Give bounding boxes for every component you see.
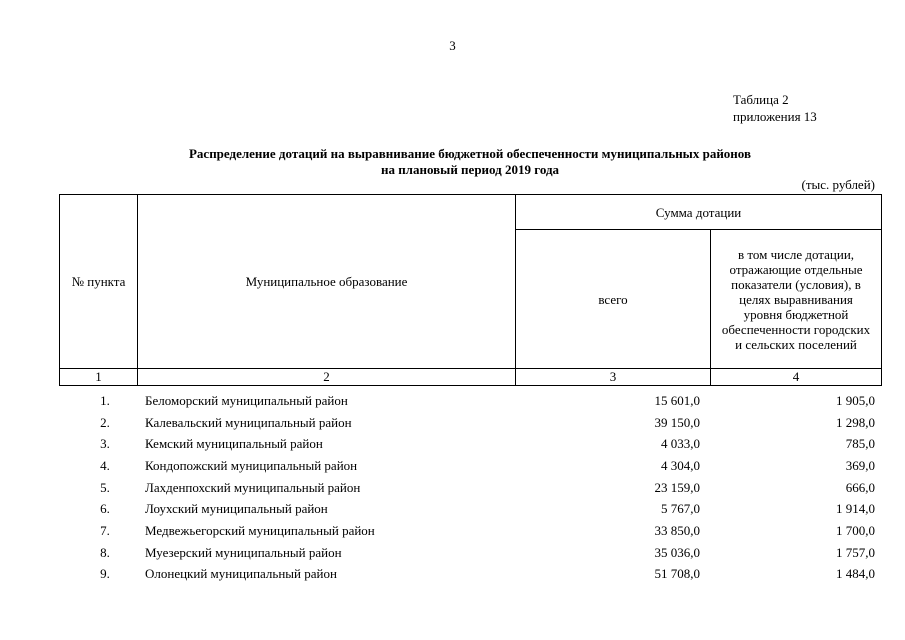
column-number-1: 1 (60, 369, 138, 386)
row-total: 33 850,0 (654, 522, 700, 538)
row-including: 1 914,0 (836, 501, 875, 517)
row-number: 3. (100, 436, 110, 452)
row-total: 15 601,0 (654, 392, 700, 408)
row-municipality: Муезерский муниципальный район (145, 544, 342, 560)
row-number: 6. (100, 501, 110, 517)
table-body (59, 390, 881, 585)
column-number-3: 3 (516, 369, 711, 386)
row-total: 4 033,0 (661, 436, 700, 452)
row-municipality: Олонецкий муниципальный район (145, 566, 337, 582)
row-including: 1 757,0 (836, 544, 875, 560)
row-number: 4. (100, 457, 110, 473)
row-total: 5 767,0 (661, 501, 700, 517)
row-total: 35 036,0 (654, 544, 700, 560)
appendix-table-label: Таблица 2 (733, 92, 789, 107)
document-title-line-2: на плановый период 2019 года (380, 162, 560, 177)
row-number: 7. (100, 522, 110, 538)
row-number: 5. (100, 479, 110, 495)
row-number: 9. (100, 566, 110, 582)
row-including: 666,0 (845, 479, 875, 495)
row-including: 1 298,0 (836, 414, 875, 430)
row-municipality: Кемский муниципальный район (145, 436, 323, 452)
document-title (60, 146, 880, 178)
row-total: 23 159,0 (654, 479, 700, 495)
table-row (59, 498, 881, 520)
row-municipality: Кондопожский муниципальный район (145, 457, 358, 473)
document-title-line-1: Распределение дотаций на выравнивание бюджетной обеспеченности муниципальных районов (188, 146, 751, 161)
table-header (59, 194, 882, 386)
row-municipality: Калевальский муниципальный район (145, 414, 352, 430)
row-municipality: Лахденпохский муниципальный район (145, 479, 361, 495)
row-number: 2. (100, 414, 110, 430)
row-municipality: Лоухский муниципальный район (145, 501, 328, 517)
table-row (59, 564, 881, 586)
row-including: 785,0 (845, 436, 875, 452)
row-number: 8. (100, 544, 110, 560)
table-row (59, 412, 881, 434)
column-number-2: 2 (138, 369, 516, 386)
header-number: № пункта (60, 195, 138, 369)
header-municipality: Муниципальное образование (138, 195, 516, 369)
row-total: 51 708,0 (654, 566, 700, 582)
row-municipality: Беломорский муниципальный район (145, 392, 348, 408)
table-row (59, 390, 881, 412)
row-total: 39 150,0 (654, 414, 700, 430)
row-including: 1 484,0 (836, 566, 875, 582)
table-row (59, 542, 881, 564)
header-including: в том числе дотации, отражающие отдельные показатели (условия), в целях выравнивания уровня бюджетной обеспеченности городских и сельских поселений (711, 230, 882, 369)
units-note: (тыс. рублей) (801, 177, 875, 192)
row-including: 1 905,0 (836, 392, 875, 408)
table-row (59, 433, 881, 455)
table-row (59, 455, 881, 477)
row-including: 369,0 (845, 457, 875, 473)
appendix-annex-label: приложения 13 (733, 109, 817, 124)
header-total: всего (516, 230, 711, 369)
table-row (59, 477, 881, 499)
page-number: 3 (449, 38, 456, 53)
header-sum: Сумма дотации (516, 195, 882, 230)
row-total: 4 304,0 (661, 457, 700, 473)
column-number-4: 4 (711, 369, 882, 386)
appendix-reference (733, 91, 817, 125)
row-including: 1 700,0 (836, 522, 875, 538)
row-number: 1. (100, 392, 110, 408)
row-municipality: Медвежьегорский муниципальный район (145, 522, 375, 538)
table-row (59, 520, 881, 542)
